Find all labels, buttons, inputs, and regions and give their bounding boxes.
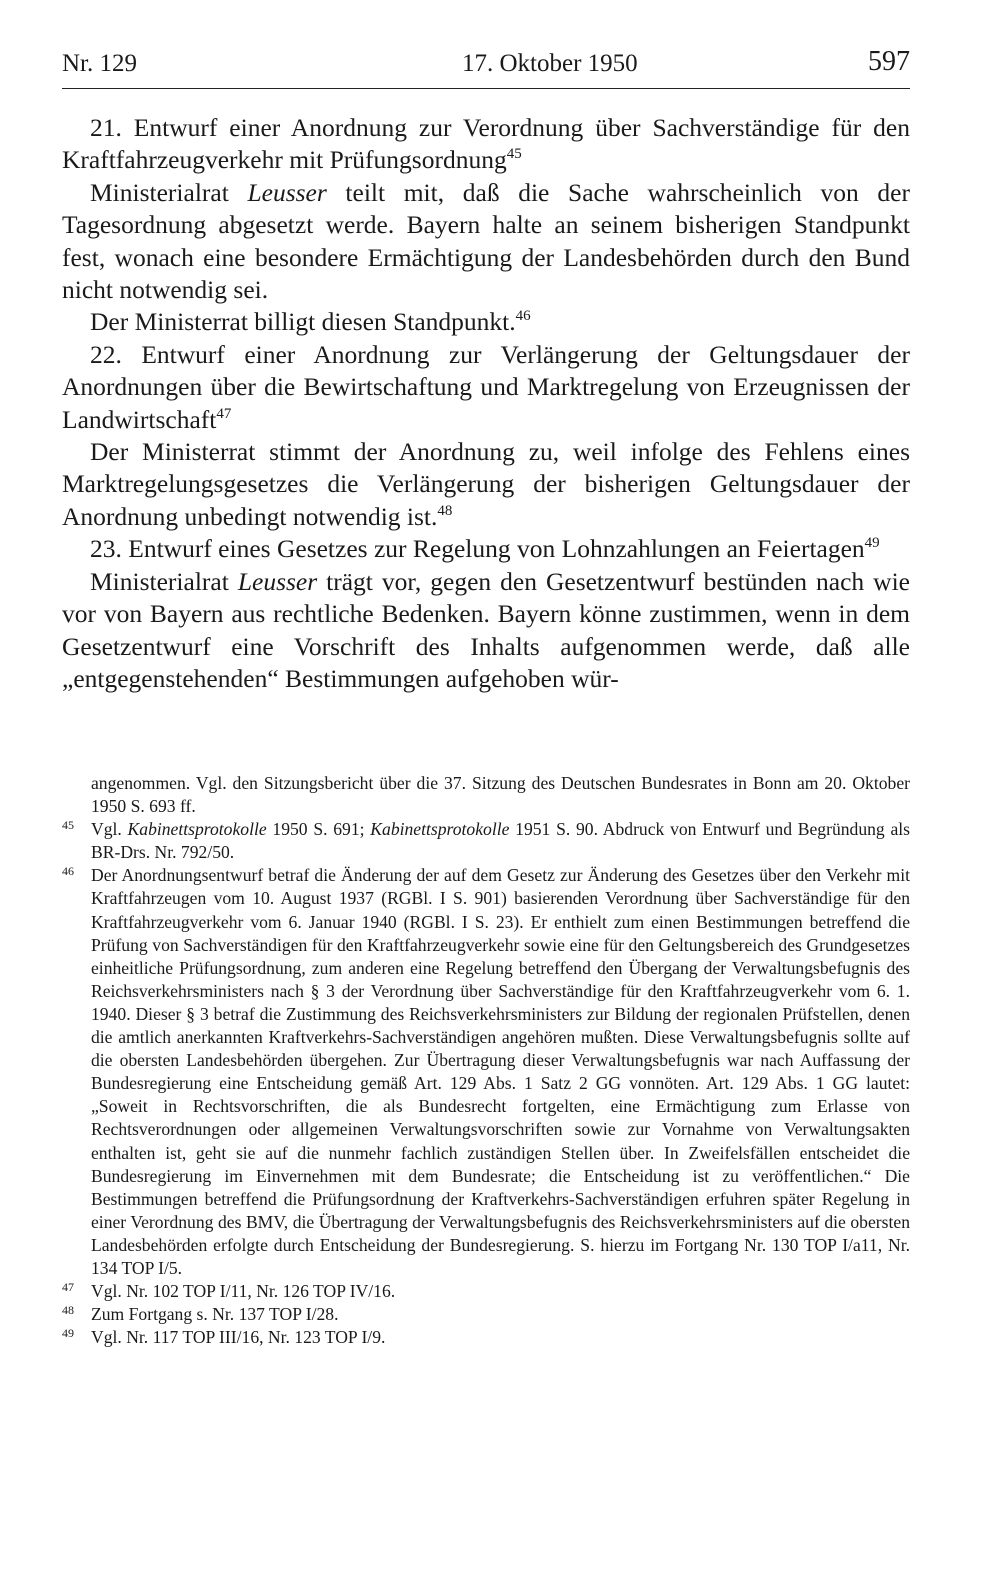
footnote-ref-47[interactable]: 47 [216, 405, 232, 422]
footnote-ref-46[interactable]: 46 [515, 308, 531, 325]
footnote-48: 48 Zum Fortgang s. Nr. 137 TOP I/28. [62, 1303, 910, 1326]
paragraph-leusser-statement: Ministerialrat Leusser teilt mit, daß die Sache wahrscheinlich von der Tagesordnung abgesetzt werde. Bayern halte an seinem bisherigen Standpunkt fest, wonach eine besondere Ermächtigung der Landesbehörden durch den Bund nicht notwendig sei. [62, 177, 910, 305]
footnote-number: 45 [62, 818, 74, 833]
person-name: Leusser [237, 566, 318, 596]
footnote-ref-45[interactable]: 45 [506, 146, 522, 163]
footnote-number: 46 [62, 864, 74, 879]
footnote-45: 45 Vgl. Kabinettsprotokolle 1950 S. 691; Kabinettsprotokolle 1951 S. 90. Abdruck von Entwurf und Begründung als BR-Drs. Nr. 792/50. [62, 818, 910, 864]
footnote-47: 47 Vgl. Nr. 102 TOP I/11, Nr. 126 TOP IV/16. [62, 1280, 910, 1303]
footnotes [62, 772, 910, 1349]
footnote-number: 47 [62, 1280, 74, 1295]
paragraph-leusser-objection: Ministerialrat Leusser trägt vor, gegen den Gesetzentwurf bestünden nach wie vor von Bayern aus rechtliche Bedenken. Bayern könne zustimmen, wenn in dem Gesetzentwurf eine Vorschrift des Inhalts aufgenommen werde, daß alle „entgegenstehenden“ Bestimmungen aufgehoben wür- [62, 566, 911, 693]
main-text [62, 112, 910, 695]
footnote-number: 48 [62, 1303, 74, 1318]
agenda-item-22: 22. Entwurf einer Anordnung zur Verlängerung der Geltungsdauer der Anordnungen über die Bewirtschaftung und Marktregelung von Erzeugnissen der Landwirtschaft$^{47}$ [62, 339, 910, 434]
agenda-item-21: 21. Entwurf einer Anordnung zur Verordnung über Sachverständige für den Kraftfahrzeugverkehr mit Prüfungsordnung$^{45}$ [62, 113, 910, 175]
agenda-item-23: 23. Entwurf eines Gesetzes zur Regelung von Lohnzahlungen an Feiertagen$^{49}$ [90, 534, 880, 564]
footnote-continuation: angenommen. Vgl. den Sitzungsbericht über die 37. Sitzung des Deutschen Bundesrates in Bonn am 20. Oktober 1950 S. 693 ff. [91, 773, 910, 817]
person-name: Leusser [247, 177, 327, 207]
footnote-46: 46 Der Anordnungsentwurf betraf die Änderung der auf dem Gesetz zur Änderung des Gesetzes über den Verkehr mit Kraftfahrzeugen vom 10. August 1937 (RGBl. I S. 901) basierenden Verordnung über Sachverständige für den Kraftfahrzeugverkehr vom 6. Januar 1940 (RGBl. I S. 23). Er enthielt zum einen Bestimmungen betreffend die Prüfung von Sachverständigen für den Kraftfahrzeugverkehr sowie eine für den Geltungsbereich des Grundgesetzes einheitliche Prüfungsordnung, zum anderen eine Regelung betreffend den Übergang der Verwaltungsbefugnis des Reichsverkehrsministers nach § 3 der Verordnung über Sachverständige für den Kraftfahrzeugverkehr vom 6. 1. 1940. Dieser § 3 betraf die Zustimmung des Reichsverkehrsministers zur Bildung der regionalen Prüfstellen, denen die amtlich anerkannten Kraftverkehrs-Sachverständigen angehören mußten. Diese Verwaltungsbefugnis sollte auf die obersten Landesbehörden übergehen. Zur Übertragung dieser Verwaltungsbefugnis war nach Auffassung der Bundesregierung eine Entscheidung gemäß Art. 129 Abs. 1 Satz 2 GG vonnöten. Art. 129 Abs. 1 GG lautet: „Soweit in Rechtsvorschriften, die als Bundesrecht fortgelten, eine Ermächtigung zum Erlasse von Rechtsverordnungen oder allgemeinen Verwaltungsvorschriften sowie zur Vornahme von Verwaltungsakten enthalten ist, geht sie auf die nunmehr fachlich zuständigen Stellen über. In Zweifelsfällen entscheidet die Bundesregierung im Einvernehmen mit dem Bundesrate; die Entscheidung ist zu veröffentlichen.“ Die Bestimmungen betreffend die Prüfungsordnung der Kraftverkehrs-Sachverständigen erfuhren später Regelung in einer Verordnung des BMV, die Übertragung der Verwaltungsbefugnis des Reichsverkehrsministers auf die obersten Landesbehörden erfolgte durch Entscheidung der Bundesregierung. S. hierzu im Fortgang Nr. 130 TOP I/a11, Nr. 134 TOP I/5. [62, 864, 910, 1280]
footnote-ref-48[interactable]: 48 [437, 502, 453, 519]
footnote-ref-49[interactable]: 49 [864, 535, 880, 552]
protocol-number: Nr. 129 [62, 50, 137, 77]
meeting-date: 17. Oktober 1950 [462, 50, 638, 77]
footnote-number: 49 [62, 1326, 74, 1341]
page-number: 597 [868, 46, 910, 77]
footnote-49: 49 Vgl. Nr. 117 TOP III/16, Nr. 123 TOP I/9. [62, 1326, 910, 1349]
paragraph-decision-22: Der Ministerrat stimmt der Anordnung zu, weil infolge des Fehlens eines Marktregelungsgesetzes die Verlängerung der bisherigen Geltungsdauer der Anordnung unbedingt notwendig ist.$^{48}$ [62, 437, 910, 531]
header-rule [62, 88, 910, 89]
running-header [62, 46, 910, 86]
paragraph-decision-21: Der Ministerrat billigt diesen Standpunkt.$^{46}$ [90, 307, 531, 337]
